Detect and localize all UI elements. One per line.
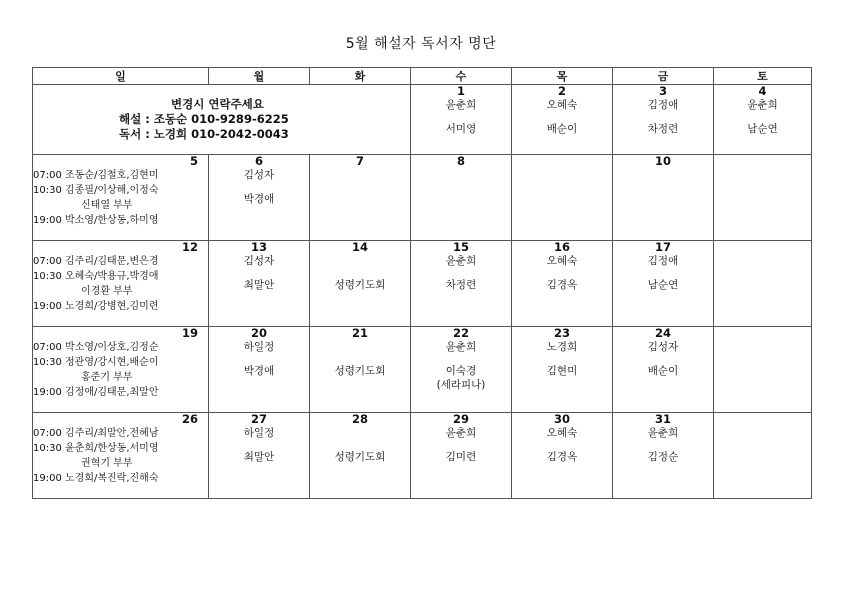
- commentator-name: [714, 327, 811, 341]
- reader-name: 이숙경: [445, 365, 477, 377]
- reader-name: 배순이: [546, 123, 578, 135]
- day-cell: [310, 327, 411, 413]
- mass-0700: 07:00 김주리/최말안,전혜남: [33, 428, 159, 439]
- sunday-cell: [33, 241, 209, 327]
- commentator-name: 윤춘희: [445, 427, 477, 439]
- reader-name: 성령기도회: [334, 451, 386, 463]
- day-cell: [411, 327, 512, 413]
- mass-1900: 19:00 노경희/복진락,진해숙: [33, 473, 159, 484]
- commentator-name: [714, 413, 811, 427]
- reader-name: 김경옥: [546, 279, 578, 291]
- day-cell: [714, 155, 812, 241]
- commentator-name: [613, 168, 713, 182]
- day-number: 22: [452, 326, 469, 340]
- commentator-name: 윤춘희: [747, 99, 778, 111]
- day-number: 26: [181, 412, 198, 426]
- week-row-3: [33, 241, 812, 327]
- commentator-name: 윤춘희: [445, 341, 477, 353]
- commentator-name: 윤춘희: [445, 99, 477, 111]
- day-cell: [209, 155, 310, 241]
- reader-name: 성령기도회: [334, 279, 386, 291]
- weekday-sat: 토: [714, 68, 812, 85]
- day-cell: [714, 327, 812, 413]
- reader-name: 최말안: [243, 451, 275, 463]
- day-number: 8: [456, 154, 465, 168]
- day-number: 29: [452, 412, 469, 426]
- notice-line: 변경시 연락주세요: [171, 97, 264, 111]
- mass-0700: 07:00 박소영/이상호,김정순: [33, 342, 159, 353]
- day-cell: [209, 327, 310, 413]
- day-cell: [512, 155, 613, 241]
- weekday-fri: 금: [613, 68, 714, 85]
- commentator-name: [714, 241, 811, 255]
- mass-1030-couple: 신태열 부부: [81, 200, 133, 211]
- day-cell: [512, 85, 613, 155]
- commentator-name: 윤춘희: [647, 427, 679, 439]
- mass-1030: 10:30 정관영/강시현,배순이: [33, 357, 159, 368]
- reader-name: 서미영: [445, 123, 477, 135]
- day-cell: [613, 413, 714, 499]
- reader-name: 김정순: [647, 451, 679, 463]
- commentator-name: 김정애: [647, 255, 679, 267]
- commentator-name: 김정애: [647, 99, 679, 111]
- day-number: 14: [351, 240, 368, 254]
- commentator-name: [310, 254, 410, 268]
- day-number: 27: [250, 412, 267, 426]
- commentator-name: 오혜숙: [546, 255, 578, 267]
- commentator-name: [512, 155, 612, 169]
- day-number: 13: [250, 240, 267, 254]
- day-cell: [714, 413, 812, 499]
- day-cell: [411, 85, 512, 155]
- mass-1030: 10:30 윤춘희/한상동,서미영: [33, 443, 159, 454]
- day-number: 17: [654, 240, 671, 254]
- sunday-cell: [33, 413, 209, 499]
- day-cell: [310, 413, 411, 499]
- day-number: 19: [181, 326, 198, 340]
- reader-name: 배순이: [647, 365, 679, 377]
- day-cell: [411, 155, 512, 241]
- mass-1900: 19:00 노경희/강병현,김미련: [33, 301, 159, 312]
- day-number: 16: [553, 240, 570, 254]
- day-number: 6: [254, 154, 263, 168]
- day-number: 15: [452, 240, 469, 254]
- commentator-name: [310, 340, 410, 354]
- commentator-name: 오혜숙: [546, 427, 578, 439]
- commentator-name: [310, 168, 410, 182]
- commentator-name: 김성자: [647, 341, 679, 353]
- notice-commentator-contact: 해설 : 조동순 010-9289-6225: [119, 112, 289, 126]
- reader-name: 김미련: [445, 451, 477, 463]
- reader-name: 성령기도회: [334, 365, 386, 377]
- weekday-wed: 수: [411, 68, 512, 85]
- commentator-name: 윤춘희: [445, 255, 477, 267]
- day-cell: [209, 241, 310, 327]
- mass-1030-couple: 홍준기 부부: [81, 372, 133, 383]
- day-cell: [310, 155, 411, 241]
- mass-1030: 10:30 오혜숙/박용규,박경애: [33, 271, 159, 282]
- sunday-cell: [33, 327, 209, 413]
- day-number: 20: [250, 326, 267, 340]
- reader-name: 최말안: [243, 279, 275, 291]
- day-number: 10: [654, 154, 671, 168]
- mass-1900: 19:00 박소영/한상동,하미영: [33, 215, 159, 226]
- mass-0700: 07:00 김주리/김태문,변은경: [33, 256, 159, 267]
- day-number: 1: [456, 84, 465, 98]
- day-cell: [613, 241, 714, 327]
- notice-reader-contact: 독서 : 노경희 010-2042-0043: [119, 127, 289, 141]
- reader-name: 김현미: [546, 365, 578, 377]
- reader-name: 남순연: [647, 279, 679, 291]
- reader-name: 김경옥: [546, 451, 578, 463]
- day-cell: [512, 241, 613, 327]
- day-number: 30: [553, 412, 570, 426]
- mass-1030: 10:30 김종필/이상해,이정숙: [33, 185, 159, 196]
- day-cell: [613, 155, 714, 241]
- day-number: 12: [181, 240, 198, 254]
- commentator-name: [411, 168, 511, 182]
- day-number: 5: [189, 154, 198, 168]
- contact-notice: [33, 85, 411, 155]
- day-number: 23: [553, 326, 570, 340]
- day-number: 3: [658, 84, 667, 98]
- day-number: 31: [654, 412, 671, 426]
- commentator-name: 하일정: [243, 427, 275, 439]
- week-row-5: [33, 413, 812, 499]
- day-number: 21: [351, 326, 368, 340]
- day-cell: [714, 85, 812, 155]
- week-row-1: [33, 85, 812, 155]
- day-number: 24: [654, 326, 671, 340]
- day-number: 7: [355, 154, 364, 168]
- day-cell: [411, 413, 512, 499]
- day-number: 4: [758, 84, 767, 98]
- reader-name: 차정련: [647, 123, 679, 135]
- commentator-name: 오혜숙: [546, 99, 578, 111]
- mass-1900: 19:00 김정애/김태문,최말안: [33, 387, 159, 398]
- reader-name: 차정련: [445, 279, 477, 291]
- sunday-cell: [33, 155, 209, 241]
- day-cell: [209, 413, 310, 499]
- reader-baptismal-name: (세라피나): [436, 379, 486, 391]
- commentator-name: 하일정: [243, 341, 275, 353]
- commentator-name: [714, 155, 811, 169]
- reader-name: 남순연: [747, 123, 778, 135]
- day-cell: [411, 241, 512, 327]
- day-cell: [512, 413, 613, 499]
- weekday-tue: 화: [310, 68, 411, 85]
- day-cell: [613, 327, 714, 413]
- week-row-4: [33, 327, 812, 413]
- reader-name: 박경애: [243, 365, 275, 377]
- page-title: 5월 해설자 독서자 명단: [345, 36, 497, 52]
- weekday-sun: 일: [33, 68, 209, 85]
- day-cell: [714, 241, 812, 327]
- day-cell: [613, 85, 714, 155]
- weekday-mon: 월: [209, 68, 310, 85]
- weekday-header-row: [33, 68, 812, 85]
- mass-1030-couple: 이경환 부부: [81, 286, 133, 297]
- week-row-2: [33, 155, 812, 241]
- day-cell: [310, 241, 411, 327]
- mass-1030-couple: 권혁기 부부: [81, 458, 133, 469]
- day-number: 2: [557, 84, 566, 98]
- commentator-name: 노경희: [546, 341, 578, 353]
- reader-name: 박경애: [243, 193, 275, 205]
- weekday-thu: 목: [512, 68, 613, 85]
- commentator-name: 김성자: [243, 255, 275, 267]
- mass-0700: 07:00 조동순/김철호,김현미: [33, 170, 159, 181]
- day-cell: [512, 327, 613, 413]
- day-number: 28: [351, 412, 368, 426]
- commentator-name: [310, 426, 410, 440]
- schedule-table: [32, 67, 812, 499]
- commentator-name: 김성자: [243, 169, 275, 181]
